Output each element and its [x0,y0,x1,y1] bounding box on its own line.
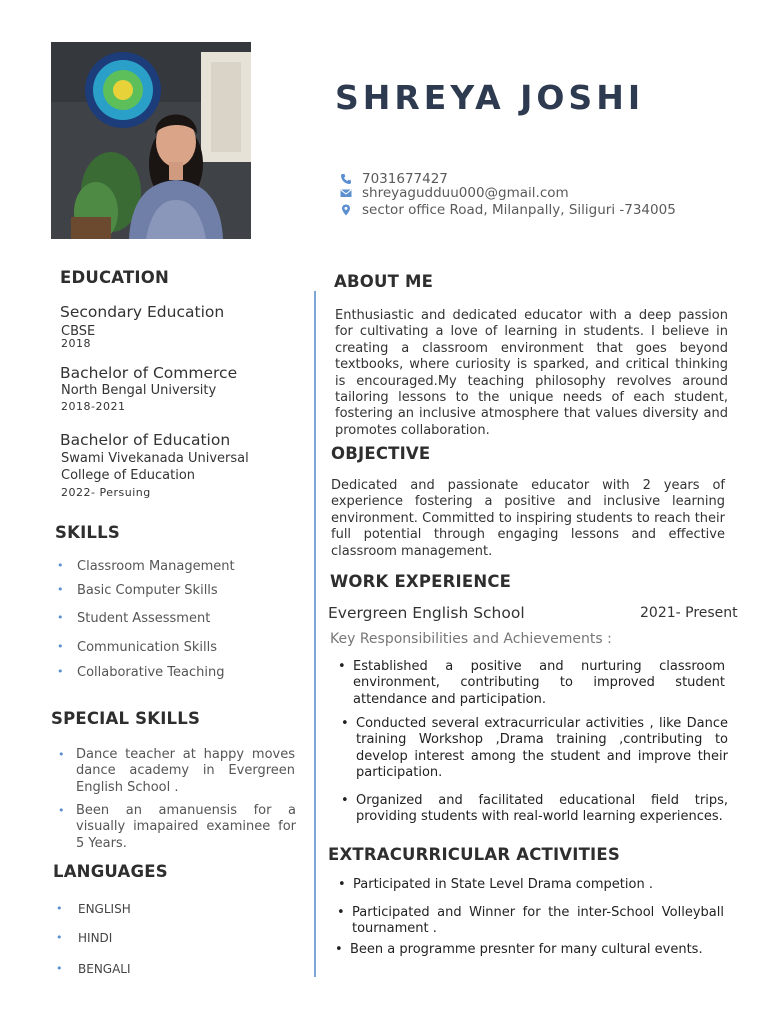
education-year: 2018-2021 [61,400,126,413]
extracurricular-item: • Participated in State Level Drama competion . [338,877,653,892]
skill-item: • Collaborative Teaching [57,665,225,680]
contact-email[interactable] [340,185,569,201]
education-institution: Swami Vivekanada Universal [61,451,249,466]
special-skill-item: • Dance teacher at happy moves dance academy in Evergreen English School . [58,747,295,795]
language-item: • ENGLISH [56,902,131,916]
education-institution: CBSE [61,324,96,339]
profile-photo [51,42,251,239]
skills-heading: SKILLS [55,523,120,542]
phone-text: 7031677427 [362,171,448,187]
objective-text: Dedicated and passionate educator with 2 years of experience fostering a positive and inclusive learning environment. Committed to inspiring students to reach their full potential through engaging lessons and effective classroom management. [331,478,725,559]
special-skills-heading: SPECIAL SKILLS [51,709,201,728]
email-icon [340,187,352,199]
objective-heading: OBJECTIVE [331,444,431,463]
employment-period: 2021- Present [640,605,738,621]
email-text: shreyagudduu000@gmail.com [362,185,569,201]
education-institution: North Bengal University [61,383,217,398]
extracurricular-item: • Participated and Winner for the inter-School Volleyball tournament . [337,905,724,937]
about-text: Enthusiastic and dedicated educator with a deep passion for cultivating a love of learning in students. I believe in creating a classroom environment that goes beyond textbooks, where curiosity is sparked, and critical thinking is encouraged.My teaching philosophy revolves around tailoring lessons to the unique needs of each student, fostering an inclusive atmosphere that values diversity and promotes collaboration. [335,308,728,438]
languages-heading: LANGUAGES [53,862,168,881]
contact-address [340,202,676,218]
language-item: • HINDI [56,931,113,945]
responsibility-item: • Established a positive and nurturing classroom environment, contributing to improved student attendance and participation. [338,659,725,707]
special-skill-item: • Been an amanuensis for a visually imapaired examinee for 5 Years. [58,803,296,851]
address-text: sector office Road, Milanpally, Siliguri -734005 [362,202,676,218]
education-title: Secondary Education [60,303,225,321]
responsibility-item: • Conducted several extracurricular activities , like Dance training Workshop ,Drama training ,contributing to develop interest among the student and improve their participation. [341,716,728,781]
location-icon [340,204,352,216]
extracurricular-item: • Been a programme presnter for many cultural events. [335,942,703,957]
candidate-name: SHREYA JOSHI [335,78,645,117]
skill-item: • Student Assessment [57,611,211,626]
education-title: Bachelor of Education [60,431,231,449]
education-heading: EDUCATION [60,268,169,287]
skill-item: • Basic Computer Skills [57,583,218,598]
portrait-illustration [51,42,251,239]
work-experience-heading: WORK EXPERIENCE [330,572,512,591]
phone-icon [340,173,352,185]
responsibility-item: • Organized and facilitated educational field trips, providing students with real-world learning experiences. [341,793,728,825]
responsibilities-subheading: Key Responsibilities and Achievements : [330,631,612,647]
education-year: 2022- Persuing [61,486,151,499]
education-institution: College of Education [61,468,196,483]
extracurricular-heading: EXTRACURRICULAR ACTIVITIES [328,845,620,864]
employer-name: Evergreen English School [328,604,525,622]
language-item: • BENGALI [56,962,131,976]
education-title: Bachelor of Commerce [60,364,238,382]
about-heading: ABOUT ME [334,272,434,291]
skill-item: • Communication Skills [57,640,217,655]
education-year: 2018 [61,337,91,350]
skill-item: • Classroom Management [57,559,235,574]
column-divider [314,291,316,977]
